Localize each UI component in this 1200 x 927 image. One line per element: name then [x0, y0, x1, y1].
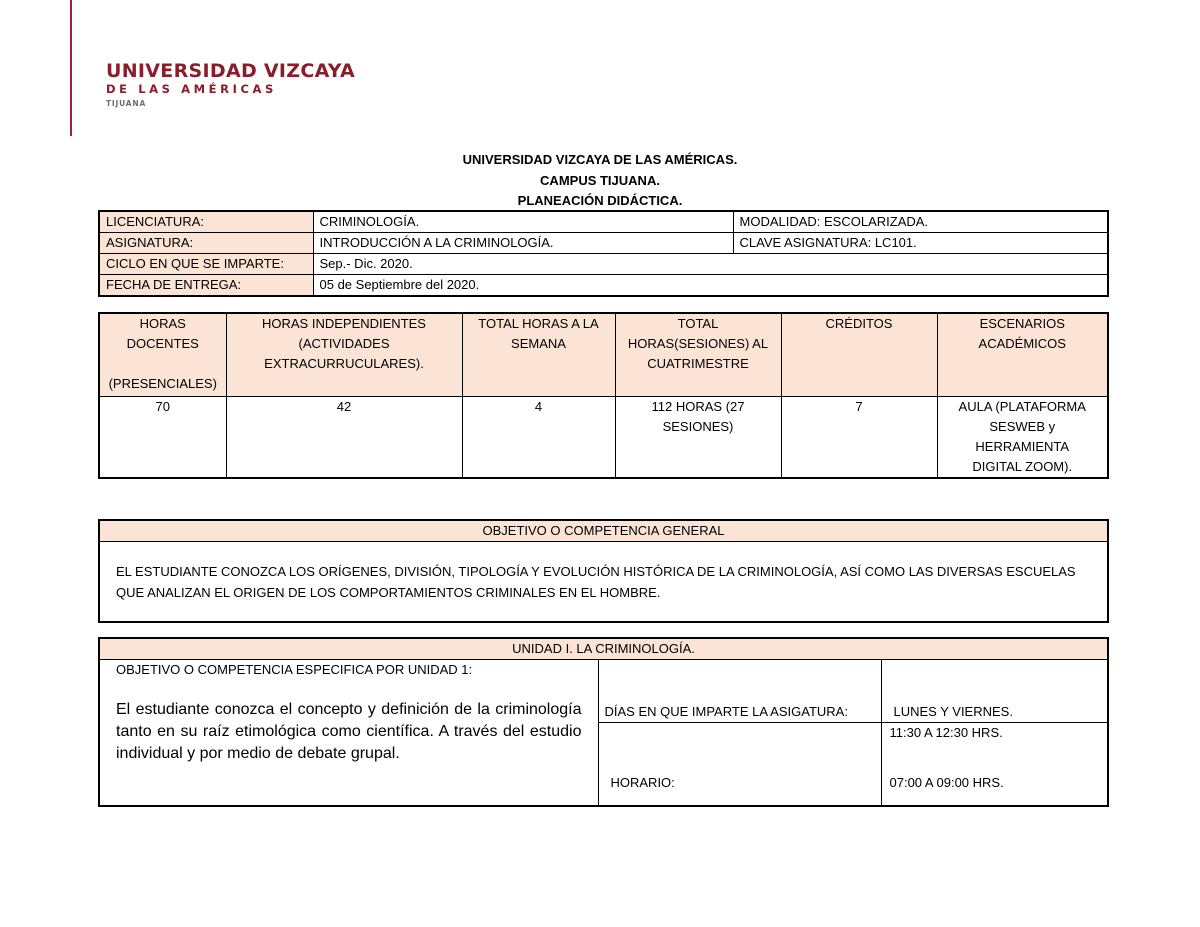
ciclo-value: Sep.- Dic. 2020. — [313, 254, 1108, 275]
header-horas-docentes-line3: (PRESENCIALES) — [108, 376, 217, 391]
general-objective-table — [98, 519, 1109, 623]
table-row — [99, 313, 1108, 396]
asignatura-value: INTRODUCCIÓN A LA CRIMINOLOGÍA. — [313, 233, 733, 254]
ciclo-label: CICLO EN QUE SE IMPARTE: — [99, 254, 313, 275]
value-escenarios: AULA (PLATAFORMA SESWEB y HERRAMIENTA DIGITAL ZOOM). — [937, 396, 1108, 478]
clave-asignatura: CLAVE ASIGNATURA: LC101. — [733, 233, 1108, 254]
asignatura-label: ASIGNATURA: — [99, 233, 313, 254]
value-total-semana: 4 — [462, 396, 615, 478]
value-creditos: 7 — [781, 396, 937, 478]
modalidad: MODALIDAD: ESCOLARIZADA. — [733, 211, 1108, 233]
dias-label: DÍAS EN QUE IMPARTE LA ASIGATURA: — [598, 660, 881, 723]
table-row — [99, 254, 1108, 275]
table-row — [99, 520, 1108, 542]
unit-objective-cell — [99, 660, 598, 807]
fecha-label: FECHA DE ENTREGA: — [99, 275, 313, 297]
value-horas-independientes: 42 — [226, 396, 462, 478]
logo-name: UNIVERSIDAD VIZCAYA — [106, 60, 356, 82]
general-objective-text: EL ESTUDIANTE CONOZCA LOS ORÍGENES, DIVISIÓN, TIPOLOGÍA Y EVOLUCIÓN HISTÓRICA DE LA CRIMINOLOGÍA, ASÍ COMO LAS DIVERSAS ESCUELAS QUE ANALIZAN EL ORIGEN DE LOS COMPORTAMIENTOS CRIMINALES EN EL HOMBRE. — [99, 542, 1108, 623]
horario-values — [881, 723, 1108, 807]
table-row — [99, 542, 1108, 623]
table-row — [99, 275, 1108, 297]
logo-subname: DE LAS AMÉRICAS — [106, 82, 277, 96]
unit-table — [98, 637, 1109, 807]
unit-title: UNIDAD I. LA CRIMINOLOGÍA. — [99, 638, 1108, 660]
header-escenarios: ESCENARIOS ACADÉMICOS — [937, 313, 1108, 396]
horario-label: HORARIO: — [598, 723, 881, 807]
table-row — [99, 396, 1108, 478]
table-row — [99, 660, 1108, 723]
value-horas-docentes: 70 — [99, 396, 226, 478]
header-horas-docentes — [99, 313, 226, 396]
unit-objective-text: El estudiante conozca el concepto y definición de la criminología tanto en su raíz etimológica como científica. A través del estudio individual y por medio de debate grupal. — [116, 701, 582, 762]
licenciatura-value: CRIMINOLOGÍA. — [313, 211, 733, 233]
dias-value: LUNES Y VIERNES. — [881, 660, 1108, 723]
document-title: UNIVERSIDAD VIZCAYA DE LAS AMÉRICAS. — [462, 152, 738, 167]
value-total-cuatrimestre: 112 HORAS (27 SESIONES) — [615, 396, 781, 478]
info-table — [98, 210, 1109, 297]
document-type: PLANEACIÓN DIDÁCTICA. — [517, 193, 683, 208]
horario-1: 11:30 A 12:30 HRS. — [889, 725, 1003, 740]
unit-objective-label: OBJETIVO O COMPETENCIA ESPECIFICA POR UNIDAD 1: — [116, 662, 473, 677]
general-objective-title: OBJETIVO O COMPETENCIA GENERAL — [99, 520, 1108, 542]
hours-table — [98, 312, 1109, 479]
table-row — [99, 638, 1108, 660]
header-horas-docentes-line1: HORAS — [139, 316, 186, 331]
header-creditos: CRÉDITOS — [781, 313, 937, 396]
header-horas-independientes: HORAS INDEPENDIENTES (ACTIVIDADES EXTRACURRUCULARES). — [226, 313, 462, 396]
table-row — [99, 211, 1108, 233]
document-campus: CAMPUS TIJUANA. — [540, 173, 660, 188]
logo-campus: TIJUANA — [106, 99, 147, 108]
university-logo — [106, 60, 355, 108]
licenciatura-label: LICENCIATURA: — [99, 211, 313, 233]
header-total-cuatrimestre: TOTAL HORAS(SESIONES) AL CUATRIMESTRE — [615, 313, 781, 396]
horario-2: 07:00 A 09:00 HRS. — [889, 775, 1004, 790]
brand-bar — [70, 0, 72, 136]
header-horas-docentes-line2: DOCENTES — [126, 336, 199, 351]
header-total-semana: TOTAL HORAS A LA SEMANA — [462, 313, 615, 396]
table-row — [99, 233, 1108, 254]
fecha-value: 05 de Septiembre del 2020. — [313, 275, 1108, 297]
